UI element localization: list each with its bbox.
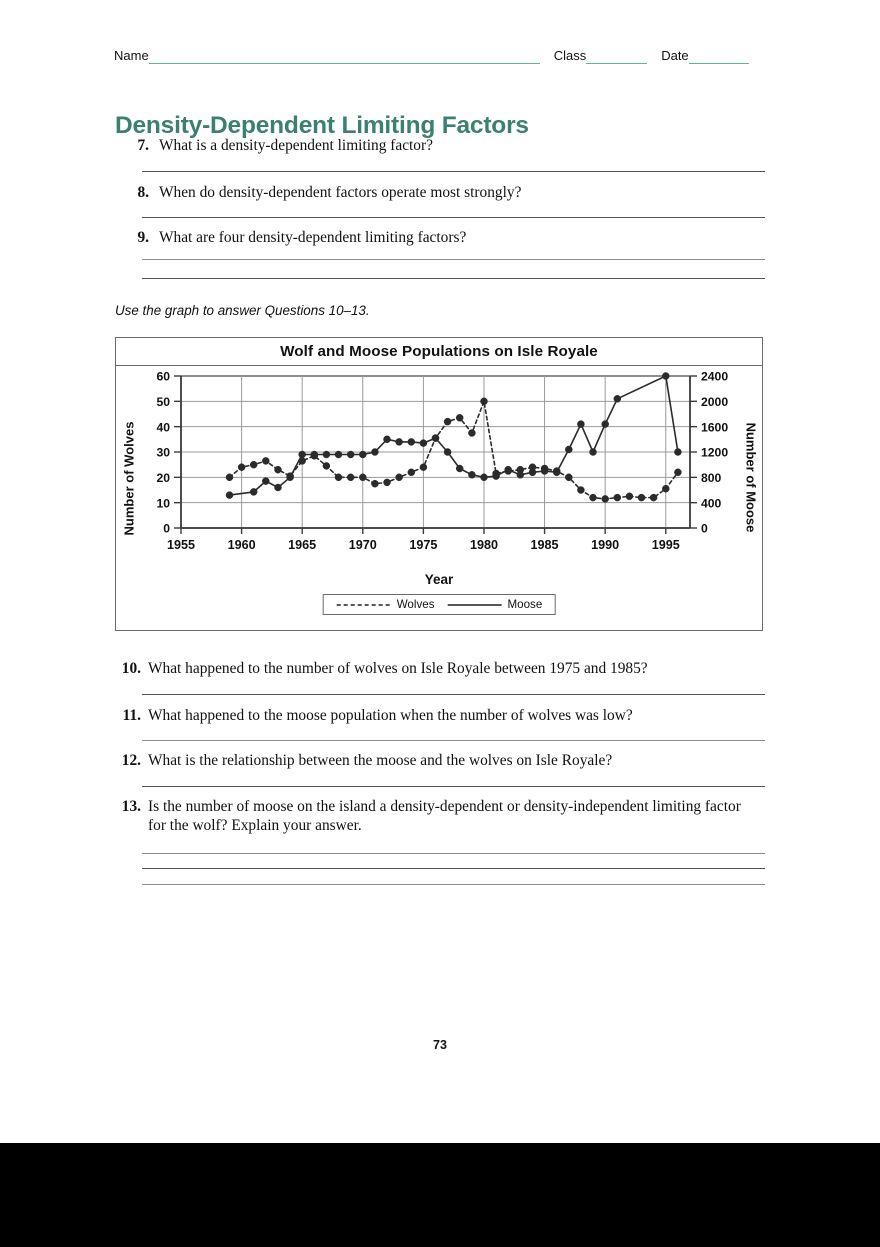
data-point-wolves	[444, 418, 451, 425]
data-point-wolves	[602, 495, 609, 502]
y-tick-label-right: 800	[701, 470, 722, 485]
class-label: Class	[553, 48, 587, 63]
data-point-moose	[275, 484, 282, 491]
legend-item-wolves	[336, 598, 435, 611]
data-point-moose	[493, 473, 500, 480]
legend-swatch-wolves-icon	[336, 601, 392, 609]
question-13-text: Is the number of moose on the island a density-dependent or density-independent limiting factor for the wolf? Explain your answer.	[148, 798, 741, 834]
data-point-moose	[335, 451, 342, 458]
question-10-text: What happened to the number of wolves on Isle Royale between 1975 and 1985?	[148, 660, 648, 677]
data-point-moose	[553, 469, 560, 476]
x-tick-label: 1985	[530, 538, 559, 552]
question-8-number: 8.	[137, 184, 149, 201]
data-point-wolves	[674, 469, 681, 476]
y-tick-label-left: 50	[156, 394, 170, 409]
data-point-moose	[311, 451, 318, 458]
answer-line-9-1[interactable]	[142, 259, 765, 260]
question-12-number: 12.	[121, 752, 141, 769]
legend-label-moose: Moose	[507, 598, 543, 611]
data-point-moose	[432, 435, 439, 442]
legend-label-wolves: Wolves	[396, 598, 435, 611]
date-write-line[interactable]	[689, 50, 749, 64]
date-label: Date	[661, 48, 689, 63]
answer-line-7-1[interactable]	[142, 171, 765, 172]
data-point-wolves	[347, 474, 354, 481]
data-point-moose	[347, 451, 354, 458]
name-write-line[interactable]	[149, 50, 540, 64]
class-write-line[interactable]	[586, 50, 647, 64]
data-point-wolves	[468, 430, 475, 437]
chart-legend	[323, 594, 556, 615]
data-point-moose	[529, 469, 536, 476]
question-9	[127, 228, 767, 247]
y-tick-label-right: 0	[701, 521, 708, 536]
data-point-wolves	[238, 464, 245, 471]
data-point-moose	[323, 451, 330, 458]
data-point-wolves	[250, 461, 257, 468]
data-point-wolves	[335, 474, 342, 481]
answer-line-13-3[interactable]	[142, 884, 765, 885]
data-point-wolves	[662, 485, 669, 492]
data-point-wolves	[638, 494, 645, 501]
data-point-wolves	[262, 457, 269, 464]
question-10	[115, 659, 770, 678]
data-point-moose	[226, 492, 233, 499]
data-point-moose	[481, 474, 488, 481]
chart-title-bar	[116, 338, 762, 366]
answer-line-13-1[interactable]	[142, 853, 765, 854]
population-chart	[115, 337, 763, 631]
question-7	[127, 136, 767, 155]
chart-plot-container	[116, 366, 762, 630]
y-tick-label-left: 20	[156, 470, 170, 485]
chart-svg	[116, 366, 762, 630]
answer-line-12-1[interactable]	[142, 786, 765, 787]
x-tick-label: 1960	[227, 538, 256, 552]
data-point-wolves	[323, 462, 330, 469]
data-point-moose	[517, 471, 524, 478]
answer-line-9-2[interactable]	[142, 278, 765, 279]
data-point-wolves	[371, 480, 378, 487]
data-point-wolves	[590, 494, 597, 501]
data-point-moose	[262, 478, 269, 485]
question-9-number: 9.	[137, 229, 149, 246]
worksheet-header	[114, 42, 718, 64]
data-point-wolves	[577, 487, 584, 494]
y-tick-label-right: 1200	[701, 445, 729, 460]
data-point-moose	[468, 471, 475, 478]
y-axis-label-right: Number of Moose	[743, 422, 759, 533]
x-tick-label: 1995	[651, 538, 680, 552]
data-point-moose	[420, 440, 427, 447]
data-point-moose	[299, 451, 306, 458]
y-tick-label-right: 400	[701, 496, 722, 511]
answer-line-8-1[interactable]	[142, 217, 765, 218]
question-13	[115, 797, 755, 835]
y-axis-label-left: Number of Wolves	[121, 421, 137, 536]
data-point-wolves	[481, 398, 488, 405]
page-number: 73	[433, 1038, 447, 1052]
y-tick-label-right: 2000	[701, 394, 729, 409]
data-point-moose	[384, 436, 391, 443]
question-11-text: What happened to the moose population when the number of wolves was low?	[148, 707, 633, 724]
data-point-wolves	[396, 474, 403, 481]
data-point-moose	[456, 465, 463, 472]
question-10-number: 10.	[121, 660, 141, 677]
x-tick-label: 1955	[166, 538, 196, 552]
graph-instruction: Use the graph to answer Questions 10–13.	[115, 303, 370, 318]
question-11	[115, 706, 770, 725]
data-point-moose	[565, 446, 572, 453]
data-point-moose	[662, 373, 669, 380]
y-tick-label-right: 2400	[701, 369, 729, 384]
page-title: Density-Dependent Limiting Factors	[115, 112, 529, 140]
answer-line-11-1[interactable]	[142, 740, 765, 741]
legend-swatch-moose-icon	[447, 601, 503, 609]
question-12-text: What is the relationship between the moose and the wolves on Isle Royale?	[148, 752, 613, 769]
question-9-text: What are four density-dependent limiting factors?	[159, 229, 467, 246]
question-7-text: What is a density-dependent limiting factor?	[159, 137, 433, 154]
data-point-wolves	[614, 494, 621, 501]
data-point-moose	[602, 421, 609, 428]
x-tick-label: 1990	[591, 538, 620, 552]
question-8	[127, 183, 767, 202]
question-12	[115, 751, 770, 770]
data-point-moose	[505, 466, 512, 473]
question-8-text: When do density-dependent factors operate most strongly?	[159, 184, 522, 201]
data-point-moose	[396, 438, 403, 445]
y-tick-label-left: 60	[156, 369, 170, 384]
data-point-moose	[371, 449, 378, 456]
x-axis-label: Year	[424, 572, 454, 587]
x-tick-label: 1970	[348, 538, 377, 552]
data-point-moose	[444, 449, 451, 456]
data-point-moose	[408, 438, 415, 445]
y-tick-label-left: 10	[156, 496, 170, 511]
data-point-moose	[287, 474, 294, 481]
data-point-wolves	[359, 474, 366, 481]
data-point-wolves	[384, 479, 391, 486]
y-tick-label-left: 0	[163, 521, 170, 536]
data-point-moose	[250, 488, 257, 495]
data-point-wolves	[650, 494, 657, 501]
answer-line-10-1[interactable]	[142, 694, 765, 695]
x-tick-label: 1980	[469, 538, 498, 552]
name-label: Name	[114, 48, 149, 63]
legend-item-moose	[447, 598, 543, 611]
y-tick-label-left: 30	[156, 445, 170, 460]
data-point-wolves	[226, 474, 233, 481]
question-13-number: 13.	[121, 798, 141, 815]
data-point-wolves	[408, 469, 415, 476]
answer-line-13-2[interactable]	[142, 868, 765, 869]
data-point-moose	[614, 395, 621, 402]
data-point-moose	[674, 449, 681, 456]
data-point-wolves	[420, 464, 427, 471]
question-11-number: 11.	[122, 707, 141, 724]
data-point-wolves	[626, 493, 633, 500]
data-point-moose	[541, 468, 548, 475]
data-point-wolves	[565, 474, 572, 481]
data-point-moose	[577, 421, 584, 428]
data-point-wolves	[275, 466, 282, 473]
question-7-number: 7.	[137, 137, 149, 154]
data-point-moose	[590, 449, 597, 456]
y-tick-label-left: 40	[156, 420, 170, 435]
x-tick-label: 1975	[409, 538, 438, 552]
chart-title: Wolf and Moose Populations on Isle Royale	[280, 343, 598, 360]
x-tick-label: 1965	[288, 538, 317, 552]
data-point-moose	[359, 451, 366, 458]
data-point-wolves	[456, 414, 463, 421]
y-tick-label-right: 1600	[701, 420, 729, 435]
series-line-wolves	[230, 401, 678, 499]
